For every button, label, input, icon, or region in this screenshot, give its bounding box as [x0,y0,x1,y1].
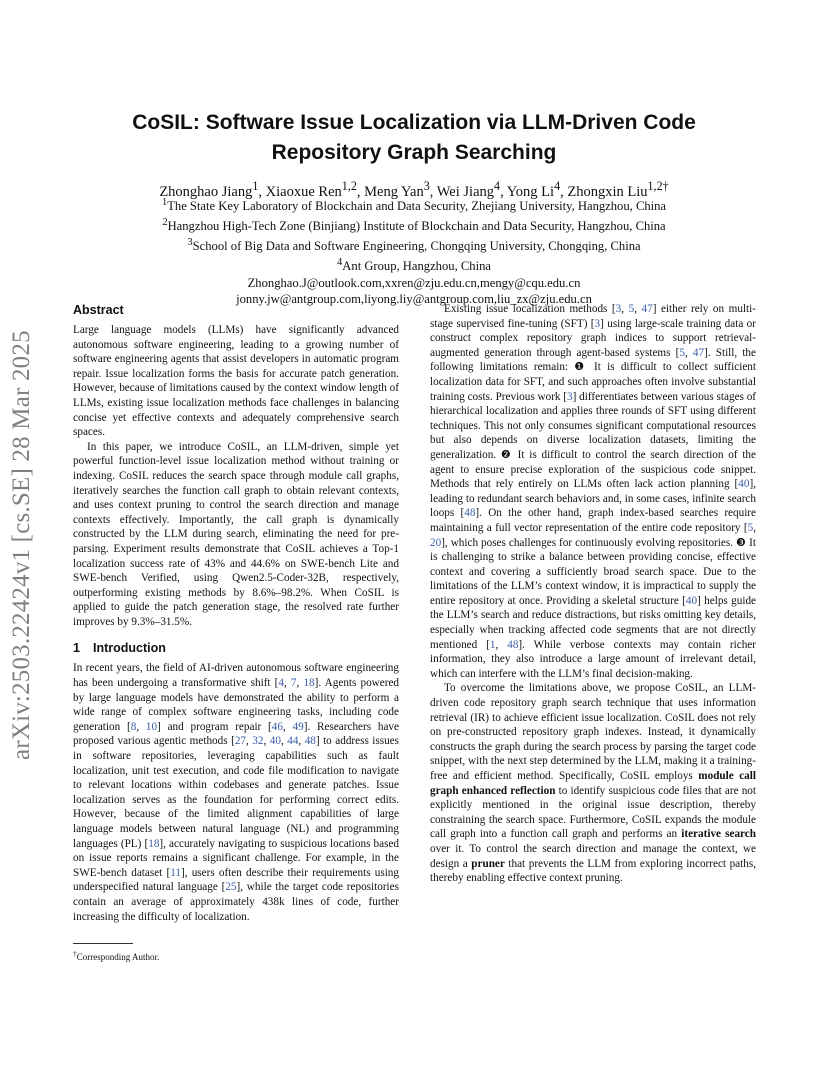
email-line: jonny.jw@antgroup.com,liyong.liy@antgroup.com,liu_zx@zju.edu.cn [236,292,592,307]
author-list: Zhonghao Jiang$^1$, Xiaoxue Ren$^{1,2}$, Meng Yan$^3$, Wei Jiang$^4$, Yong Li$^4$, Zhongxin Liu$^{1,2\dagger}$ [159,179,669,200]
footnote [73,943,399,963]
right-column [430,302,756,886]
arxiv-stamp [2,290,42,760]
paper-title [60,108,768,168]
introduction-heading [73,640,399,656]
title-line-2: Repository Graph Searching [271,141,557,164]
affiliation-list [40,195,788,308]
abstract-heading: Abstract [73,303,124,317]
arxiv-stamp-text: arXiv:2503.22424v1 [cs.SE] 28 Mar 2025 [8,330,35,760]
section-title: Introduction [93,641,166,656]
footnote-rule [73,943,133,944]
left-column [73,302,399,924]
title-line-1: CoSIL: Software Issue Localization via LLM-Driven Code [132,111,696,134]
affiliation-line: $^3$School of Big Data and Software Engineering, Chongqing University, Chongqing, China [187,236,641,253]
abstract-paragraph-2: In this paper, we introduce CoSIL, an LLM-driven, simple yet powerful function-level issue localization method without training or indexing. CoSIL reduces the search space through module call graphs, iteratively searches the function call graph to obtain relevant contexts, and uses context pruning to control the search direction and manage contexts effectively. Importantly, the call graph is dynamically constructed by the LLM during search, eliminating the need for pre-parsing. Experiment results demonstrate that CoSIL achieves a Top-1 localization success rate of 43% and 44.6% on SWE-bench Lite and SWE-bench Verified, using Qwen2.5-Coder-32B, respectively, outperforming existing methods by 8.6%–98.2%. When CoSIL is applied to guide the patch generation stage, the resolved rate further improves by 9.3%–31.5%. [73,440,399,628]
abstract-paragraph-1: Large language models (LLMs) have significantly advanced autonomous software engineering, leading to a growing number of software engineering agents that assist developers in automatic program repair. Issue localization forms the basis for accurate patch generation. However, because of limitations caused by the context window length of LLMs, existing issue localization methods face challenges in balancing concise yet effective contexts and adequately comprehensive search spaces. [73,324,399,439]
affiliation-line: $^4$Ant Group, Hangzhou, China [337,256,491,273]
introduction-paragraph-2: Existing issue localization methods [3, 5, 47] either rely on multi-stage supervised fine-tuning (SFT) [3] using large-scale training data or construct complex repository graph indices to support retrieval-augmented generation through agent-based systems [5, 47]. Still, the following limitations remain: ❶ It is difficult to collect sufficient localization data for SFT, and such approaches often involve substantial training costs. Previous work [3] differentiates between various stages of hierarchical localization and applies three rounds of SFT using different techniques. This not only consumes significant computational resources but also depends on diverse localization datasets, limiting the generalization. ❷ It is difficult to control the search direction of the agent to ensure precise exploration of the suspicious code snippet. Methods that rely entirely on LLMs often lack action planning [40], leading to redundant search behaviors and, in some cases, infinite search loops [48]. On the other hand, graph index-based searches require maintaining a full vector representation of the entire code repository [5, 20], which poses challenges for continuously evolving repositories. ❸ It is challenging to strike a balance between providing concise, effective context and covering a sufficiently broad search space. Due to the limitations of the LLM’s context window, it is impractical to supply the entire repository at once. Providing a skeletal structure [40] helps guide the LLM’s search and reduce distractions, but risks omitting key details, especially when tracking affected code segments that are not directly mentioned [1, 48]. While verbose contexts may contain richer information, they also introduce a large amount of irrelevant detail, which can interfere with the LLM’s final decision-making. [430,303,757,680]
affiliation-line: $^2$Hangzhou High-Tech Zone (Binjiang) Institute of Blockchain and Data Security, Hangzhou, China [162,216,666,234]
footnote-text: †Corresponding Author. [73,949,160,962]
introduction-paragraph-1: In recent years, the field of AI-driven autonomous software engineering has been undergoing a transformative shift [4, 7, 18]. Agents powered by large language models have demonstrated the ability to perform a wide range of complex software engineering tasks, including code generation [8, 10] and program repair [46, 49]. Researchers have proposed various agentic methods [27, 32, 40, 44, 48] to address issues in software repositories, leveraging capabilities such as fault localization, unit test execution, and code file modification to navigate to relevant locations within codebases and generate patches. Issue localization serves as the foundation for performing correct edits. However, because of the limited alignment capabilities of large language models between natural language (NL) and programming languages (PL) [18], accurately navigating to suspicious locations based on issue reports remains a significant challenge. For example, in the SWE-bench dataset [11], users often describe their requirements using underspecified natural language [25], while the target code repositories contain an average of approximately 438k lines of code, further increasing the difficulty of localization. [73,662,400,923]
introduction-paragraph-3: To overcome the limitations above, we propose CoSIL, an LLM-driven code repository graph search technique that uses information retrieval (IR) to achieve efficient issue localization. CoSIL does not rely on pre-constructed repository graph indexes. Instead, it dynamically constructs the graph during the search process by parsing the target code snippet, with the next step determined by the LLM, making it a training-free and efficient method. Specifically, CoSIL employs module call graph enhanced reflection to identify suspicious code files that are not explicitly mentioned in the original issue description, thereby constraining the search space. Furthermore, CoSIL expands the module call graph into a function call graph and performs an iterative search over it. To control the search direction and manage the context, we design a pruner that prevents the LLM from exploring incorrect paths, thereby enabling effective context pruning. [430,682,756,885]
affiliation-line: $^1$The State Key Laboratory of Blockchain and Data Security, Zhejiang University, Hangzhou, China [161,197,667,214]
email-line: Zhonghao.J@outlook.com,xxren@zju.edu.cn,mengy@cqu.edu.cn [247,275,581,290]
section-number: 1 [73,641,80,656]
